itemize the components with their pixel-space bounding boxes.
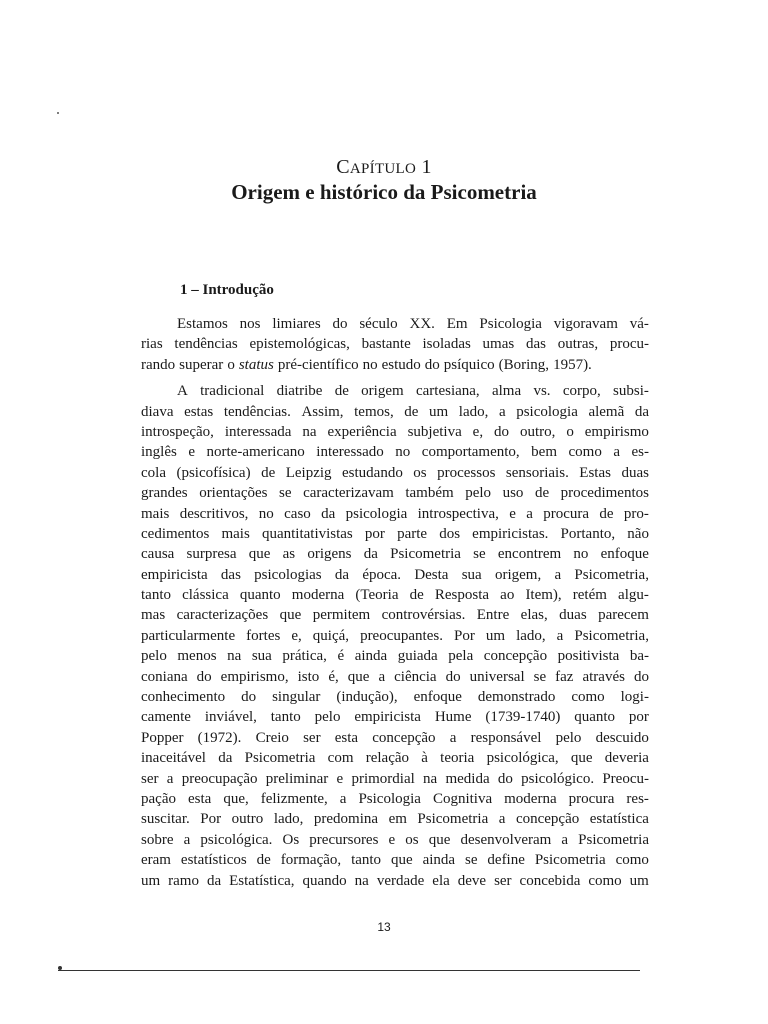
body-line: diava estas tendências. Assim, temos, de um lado, a psicologia alemã da xyxy=(141,403,649,420)
chapter-title: Origem e histórico da Psicometria xyxy=(231,180,537,204)
chapter-label-initial: C xyxy=(336,156,350,178)
body-line: pelo menos na sua prática, é ainda guiada pela concepção positivista ba- xyxy=(141,648,649,665)
body-line: cedimentos mais quantitativistas por parte dos empiricistas. Portanto, não xyxy=(141,525,649,542)
body-line: causa surpresa que as origens da Psicometria se encontrem no enfoque xyxy=(141,546,649,563)
body-line: Popper (1972). Creio ser esta concepção a responsável pelo descuido xyxy=(141,729,649,746)
body-line: cola (psicofísica) de Leipzig estudando os processos sensoriais. Estas duas xyxy=(141,464,649,481)
body-line: conhecimento do singular (indução), enfoque demonstrado como logi- xyxy=(141,689,649,706)
body-line: camente inviável, tanto pelo empiricista Hume (1739-1740) quanto por xyxy=(141,709,649,726)
body-line: pação esta que, felizmente, a Psicologia Cognitiva moderna procura res- xyxy=(141,790,649,807)
body-line: mais descritivos, no caso da psicologia introspectiva, e a procura de pro- xyxy=(141,505,649,522)
body-line: coniana do empirismo, isto é, que a ciência do universal se faz através do xyxy=(141,668,649,685)
footer-rule xyxy=(58,970,640,971)
body-line: sobre a psicológica. Os precursores e os que desenvolveram a Psicometria xyxy=(141,831,649,848)
body-line: suscitar. Por outro lado, predomina em Psicometria a concepção estatística xyxy=(141,811,649,828)
body-line: um ramo da Estatística, quando na verdade ela deve ser concebida como um xyxy=(141,872,649,889)
body-line: eram estatísticos de formação, tanto que ainda se define Psicometria como xyxy=(141,852,649,869)
body-line: A tradicional diatribe de origem cartesiana, alma vs. corpo, subsi- xyxy=(177,383,649,400)
body-line: ser a preocupação preliminar e primordial na medida do psicológico. Preocu- xyxy=(141,770,649,787)
body-line: tanto clássica quanto moderna (Teoria de Resposta ao Item), retém algu- xyxy=(141,587,649,604)
chapter-label-smallcaps: APÍTULO xyxy=(349,161,417,177)
body-line: particularmente fortes e, quiçá, preocupantes. Por um lado, a Psicometria, xyxy=(141,627,649,644)
body-line: Estamos nos limiares do século XX. Em Psicologia vigoravam vá- xyxy=(177,316,649,332)
chapter-label xyxy=(0,156,768,179)
chapter-number: 1 xyxy=(421,156,432,178)
body-line: inaceitável da Psicometria com relação à teoria psicológica, que deveria xyxy=(141,750,649,767)
body-line: introspeção, interessada na experiência subjetiva e, do outro, o empirismo xyxy=(141,423,649,440)
body-text xyxy=(141,314,649,891)
section-heading: 1 – Introdução xyxy=(180,282,274,298)
body-line: inglês e norte-americano interessado no comportamento, bem como a es- xyxy=(141,444,649,461)
body-line: empiricista das psicologias da época. Desta sua origem, a Psicometria, xyxy=(141,566,649,583)
body-line: grandes orientações se caracterizavam também pelo uso de procedimentos xyxy=(141,485,649,502)
page-number: 13 xyxy=(377,920,391,934)
body-line: rias tendências epistemológicas, bastante isoladas umas das outras, procu- xyxy=(141,336,649,353)
body-line: mas caracterizações que permitem controvérsias. Entre elas, duas parecem xyxy=(141,607,649,624)
body-line: rando superar o status pré-científico no estudo do psíquico (Boring, 1957). xyxy=(141,356,592,373)
scan-speck xyxy=(57,112,59,114)
